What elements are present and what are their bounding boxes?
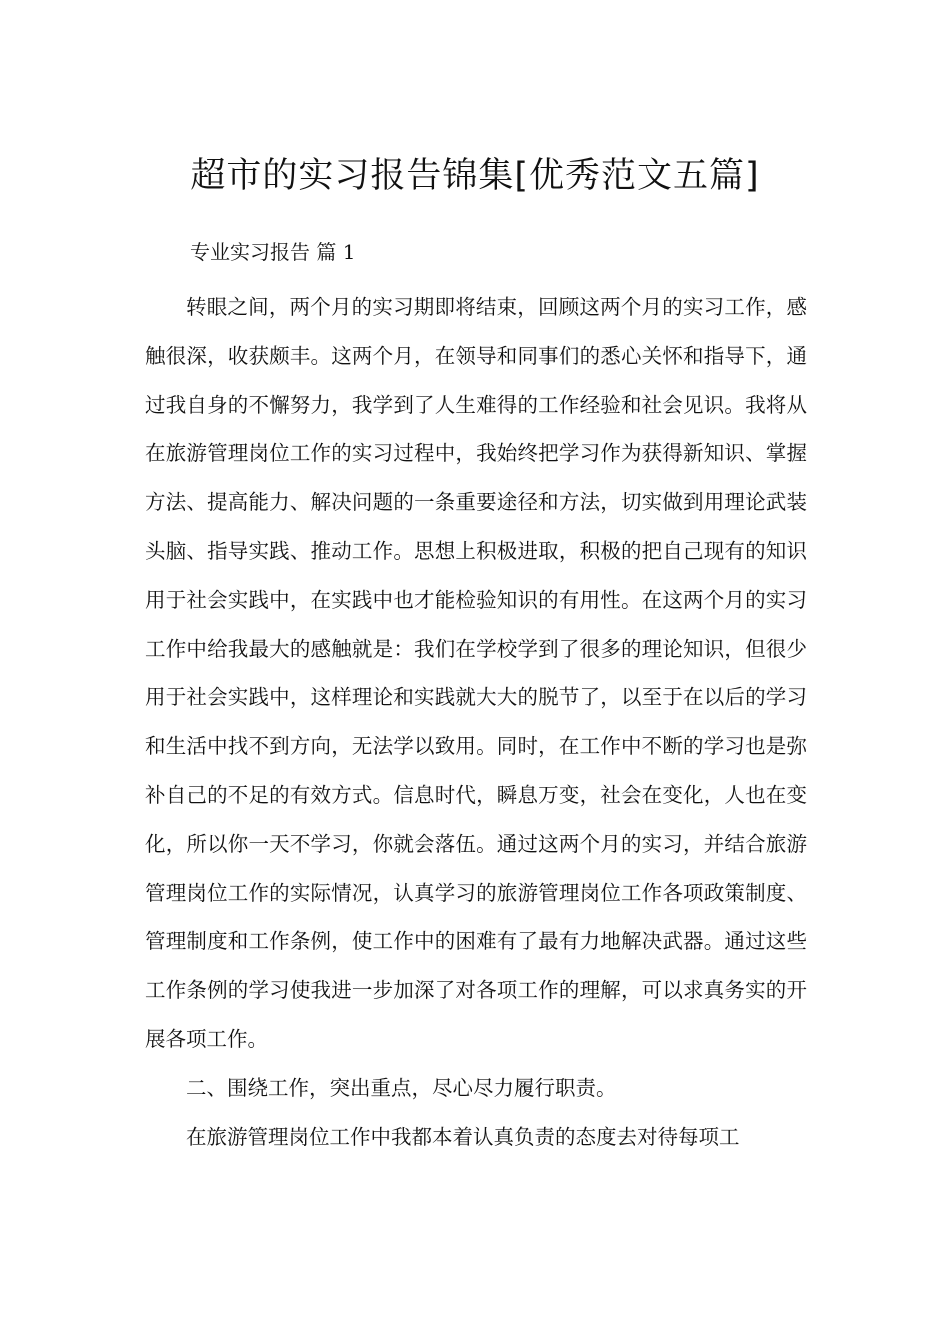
paragraph-2: 二、围绕工作，突出重点，尽心尽力履行职责。 <box>186 1075 617 1100</box>
section-heading: 专业实习报告 篇 1 <box>190 240 356 264</box>
document-body <box>145 283 807 1161</box>
paragraph-1: 转眼之间，两个月的实习期即将结束，回顾这两个月的实习工作，感触很深，收获颇丰。这两个月，在领导和同事们的悉心关怀和指导下，通过我自身的不懈努力，我学到了人生难得的工作经验和社会见识。我将从在旅游管理岗位工作的实习过程中，我始终把学习作为获得新知识、掌握方法、提高能力、解决问题的一条重要途径和方法，切实做到用理论武装头脑、指导实践、推动工作。思想上积极进取，积极的把自己现有的知识用于社会实践中，在实践中也才能检验知识的有用性。在这两个月的实习工作中给我最大的感触就是：我们在学校学到了很多的理论知识，但很少用于社会实践中，这样理论和实践就大大的脱节了，以至于在以后的学习和生活中找不到方向，无法学以致用。同时，在工作中不断的学习也是弥补自己的不足的有效方式。信息时代，瞬息万变，社会在变化，人也在变化，所以你一天不学习，你就会落伍。通过这两个月的实习，并结合旅游管理岗位工作的实际情况，认真学习的旅游管理岗位工作各项政策制度、管理制度和工作条例，使工作中的困难有了最有力地解决武器。通过这些工作条例的学习使我进一步加深了对各项工作的理解，可以求真务实的开展各项工作。 <box>145 295 807 1051</box>
document-title: 超市的实习报告锦集[优秀范文五篇] <box>190 156 760 197</box>
paragraph-3: 在旅游管理岗位工作中我都本着认真负责的态度去对待每项工 <box>186 1124 740 1149</box>
